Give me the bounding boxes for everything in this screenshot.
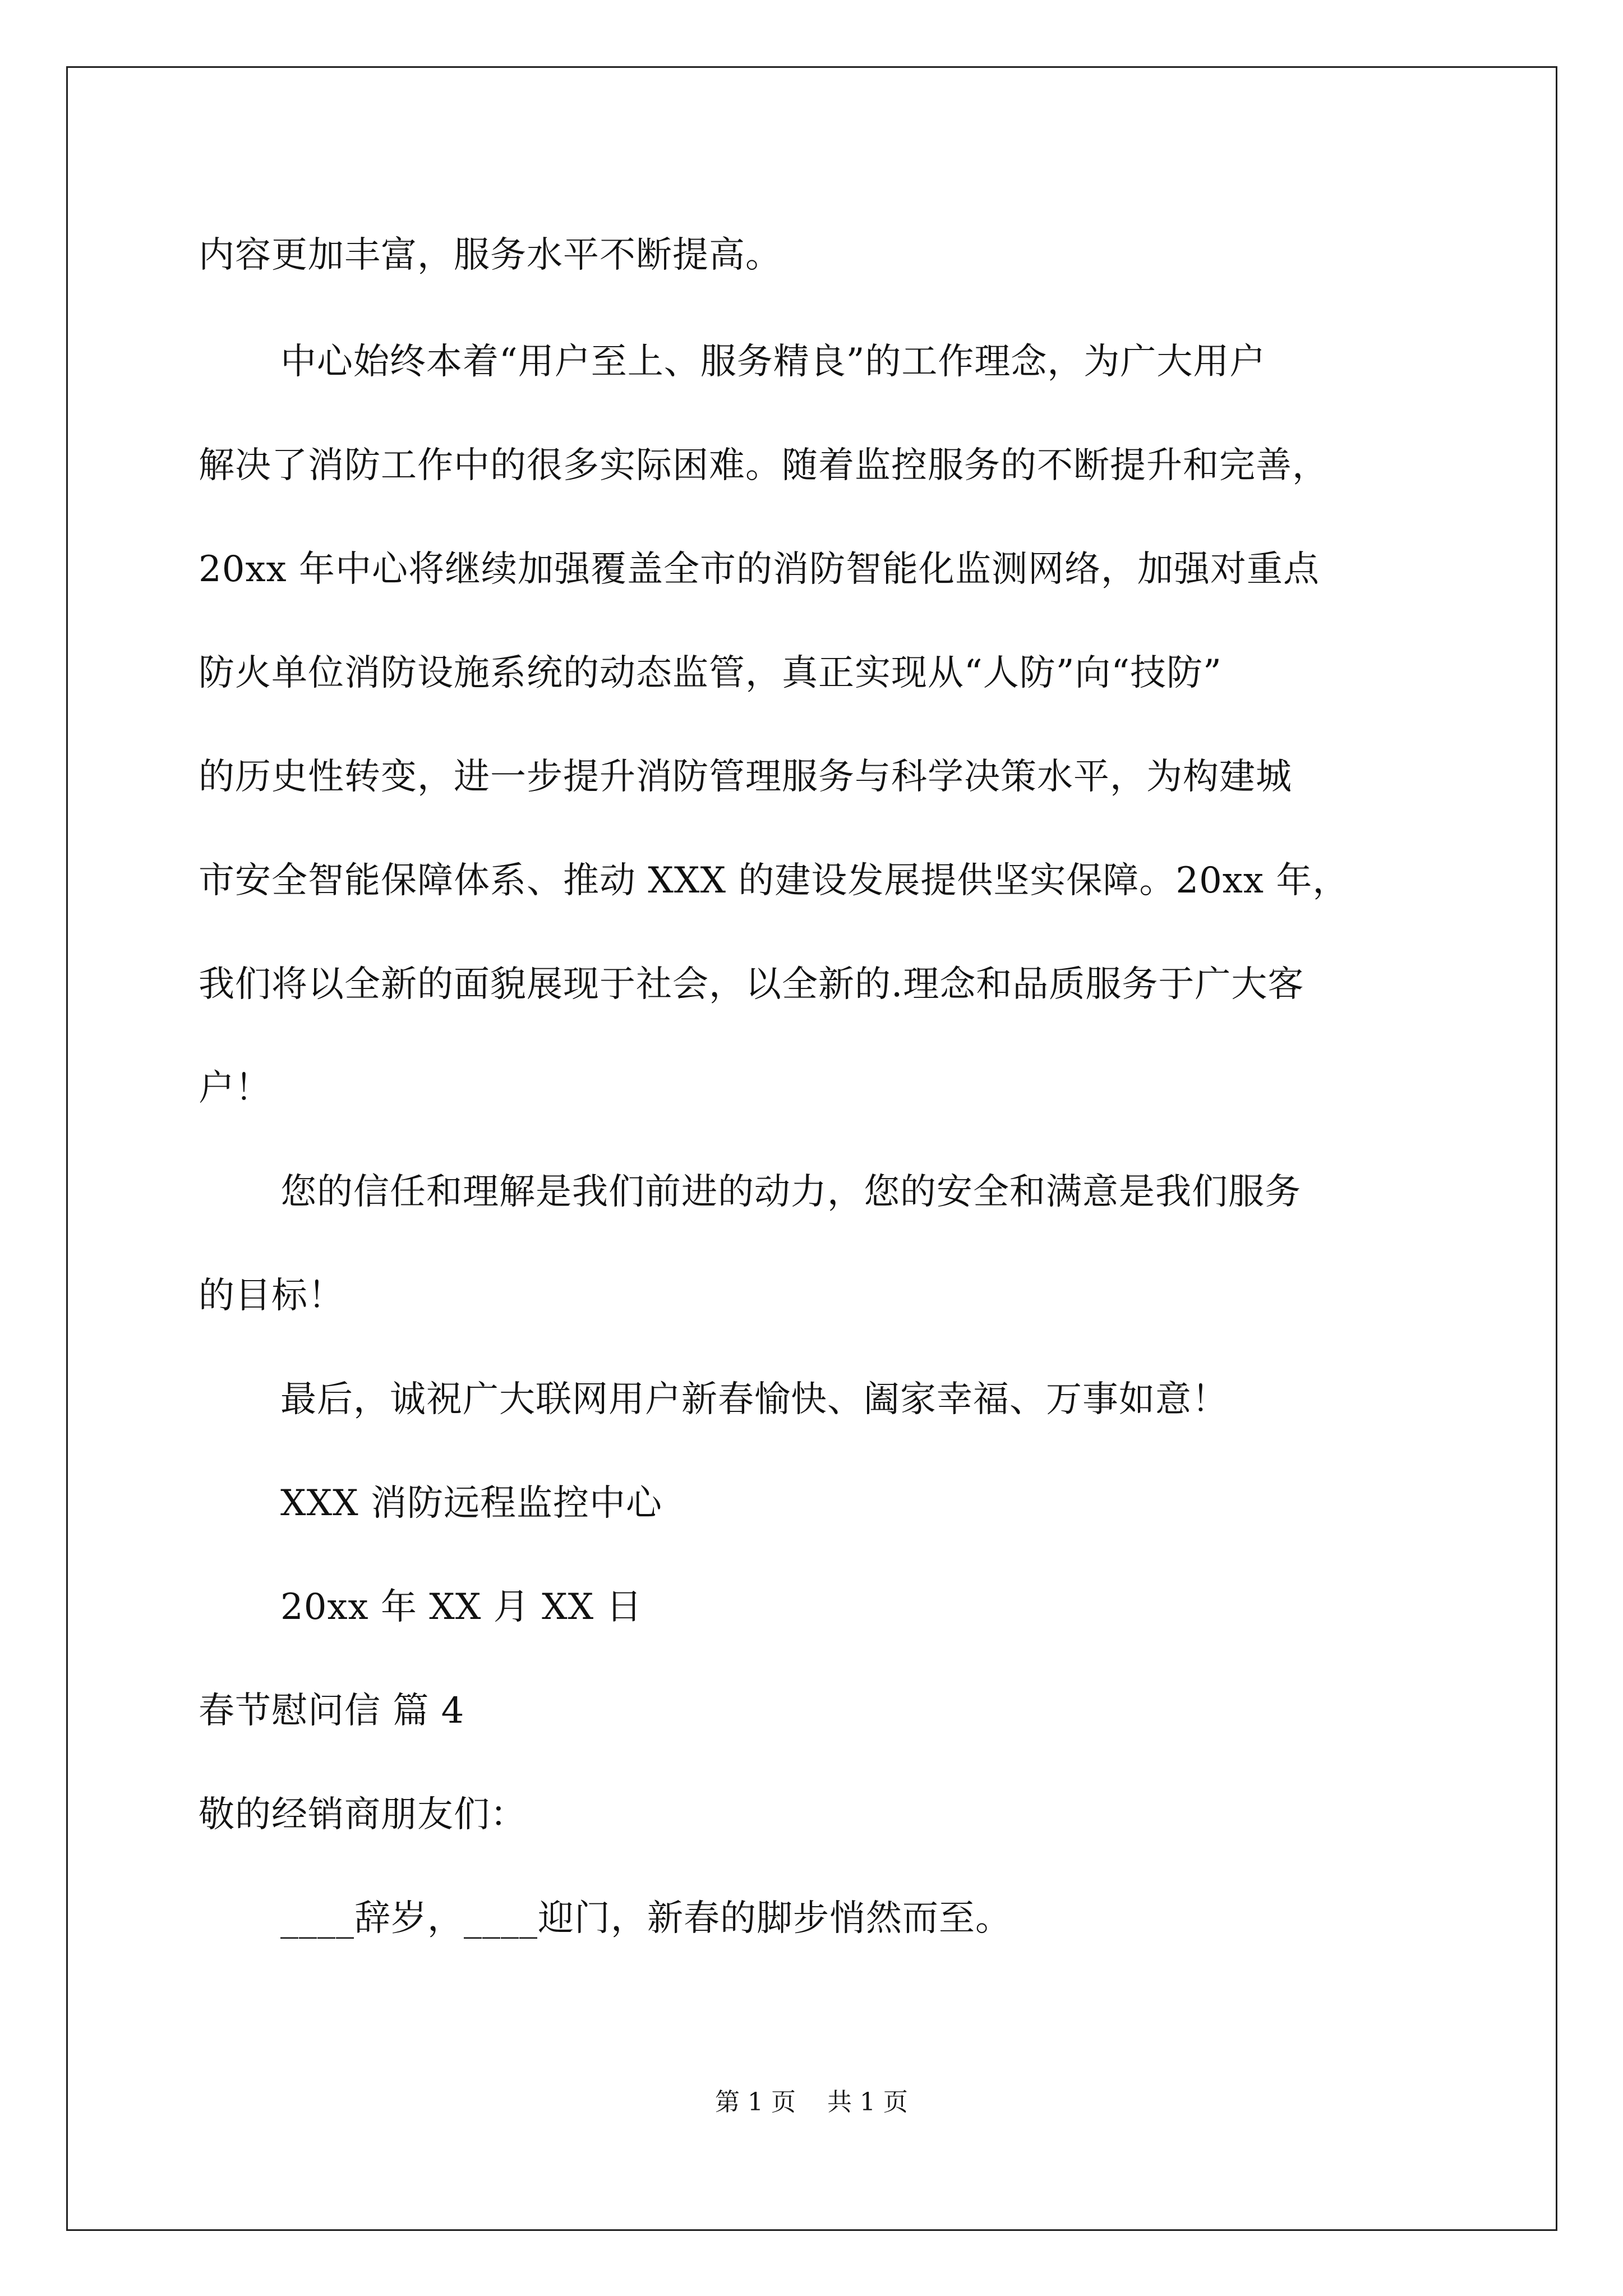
signature-org: XXX 消防远程监控中心 — [280, 1483, 663, 1524]
page-footer: 第 1 页 共 1 页 — [715, 2088, 908, 2116]
paragraph-line: 户！ — [199, 1068, 271, 1109]
paragraph-line: 的历史性转变，进一步提升消防管理服务与科学决策水平，为构建城 — [199, 756, 1292, 798]
section-heading: 春节慰问信 篇 4 — [199, 1690, 465, 1732]
paragraph-line: 20xx 年中心将继续加强覆盖全市的消防智能化监测网络，加强对重点 — [199, 549, 1320, 590]
paragraph-line: 中心始终本着“用户至上、服务精良”的工作理念，为广大用户 — [280, 341, 1266, 383]
signature-date: 20xx 年 XX 月 XX 日 — [280, 1586, 643, 1628]
paragraph-line: ____辞岁，____迎门，新春的脚步悄然而至。 — [280, 1898, 1012, 1939]
paragraph-line: 内容更加丰富，服务水平不断提高。 — [199, 234, 782, 276]
paragraph-line: 的目标！ — [199, 1275, 344, 1317]
paragraph-line: 防火单位消防设施系统的动态监管，真正实现从“人防”向“技防” — [199, 652, 1222, 694]
paragraph-line: 我们将以全新的面貌展现于社会，以全新的.理念和品质服务于广大客 — [199, 964, 1304, 1005]
paragraph-line: 市安全智能保障体系、推动 XXX 的建设发展提供坚实保障。20xx 年， — [199, 860, 1349, 901]
paragraph-line: 最后，诚祝广大联网用户新春愉快、阖家幸福、万事如意！ — [280, 1379, 1228, 1420]
paragraph-line: 您的信任和理解是我们前进的动力，您的安全和满意是我们服务 — [280, 1171, 1301, 1213]
paragraph-line: 解决了消防工作中的很多实际困难。随着监控服务的不断提升和完善， — [199, 445, 1329, 486]
salutation: 敬的经销商朋友们： — [199, 1794, 527, 1835]
